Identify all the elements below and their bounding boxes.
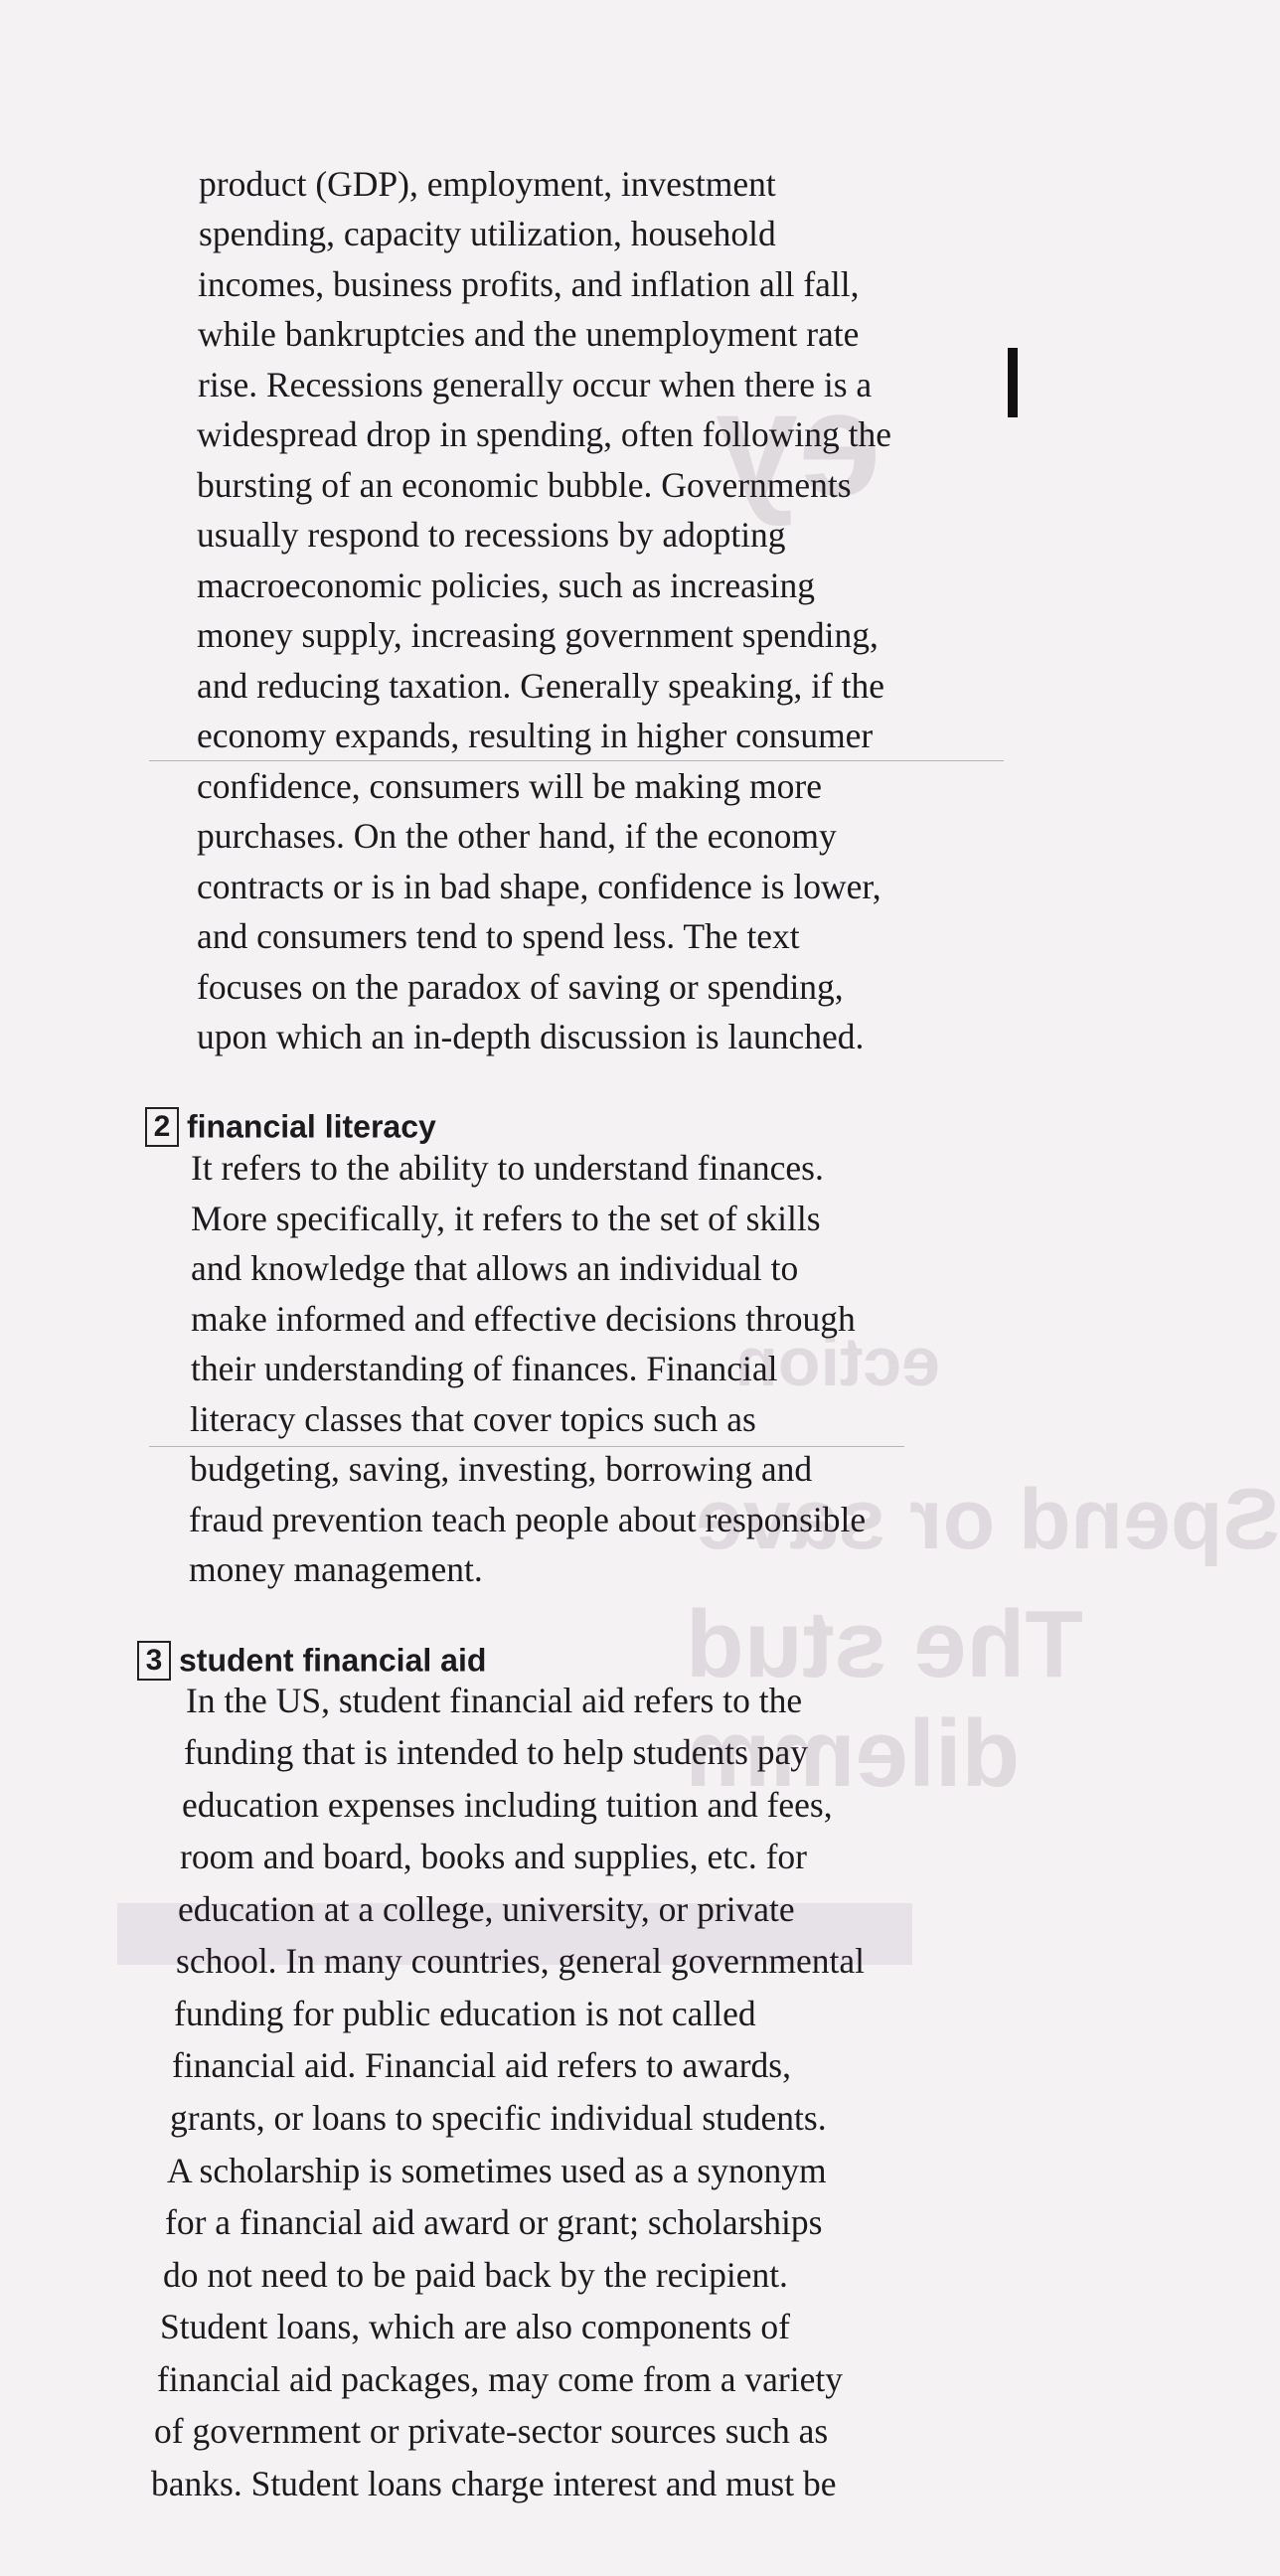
show-through-text: The stud bbox=[686, 1591, 1083, 1697]
entry-term: student financial aid bbox=[179, 1642, 487, 1679]
text-line: rise. Recessions generally occur when there is a bbox=[198, 365, 873, 404]
text-line: do not need to be paid back by the recipient. bbox=[163, 2255, 788, 2295]
text-line: banks. Student loans charge interest and must be bbox=[151, 2464, 837, 2503]
page-edge-mark bbox=[1008, 348, 1018, 417]
text-line: funding that is intended to help students pay bbox=[184, 1732, 809, 1772]
show-through-text: ection bbox=[735, 1323, 941, 1400]
entry-term: financial literacy bbox=[187, 1108, 436, 1145]
text-line: and reducing taxation. Generally speaking, if the bbox=[197, 666, 885, 706]
text-line: budgeting, saving, investing, borrowing and bbox=[190, 1449, 813, 1489]
text-line: product (GDP), employment, investment bbox=[199, 164, 776, 204]
text-line: usually respond to recessions by adopting bbox=[197, 515, 786, 555]
text-line: and consumers tend to spend less. The text bbox=[197, 916, 800, 956]
text-line: It refers to the ability to understand finances. bbox=[191, 1148, 824, 1188]
text-line: their understanding of finances. Financial bbox=[191, 1349, 778, 1388]
text-line: education at a college, university, or private bbox=[178, 1889, 795, 1929]
text-line: widespread drop in spending, often following the bbox=[197, 414, 892, 454]
show-through-text: dilemm bbox=[686, 1700, 1021, 1807]
text-line: incomes, business profits, and inflation all fall, bbox=[198, 264, 860, 304]
text-line: funding for public education is not called bbox=[174, 1994, 756, 2033]
text-line: room and board, books and supplies, etc. for bbox=[180, 1837, 807, 1876]
entry-heading bbox=[137, 1638, 486, 1681]
text-line: money supply, increasing government spending, bbox=[197, 615, 879, 655]
text-line: fraud prevention teach people about responsible bbox=[189, 1500, 867, 1539]
text-line: Student loans, which are also components of bbox=[160, 2307, 790, 2346]
text-line: In the US, student financial aid refers to the bbox=[186, 1681, 803, 1720]
text-line: macroeconomic policies, such as increasing bbox=[197, 565, 816, 605]
text-line: economy expands, resulting in higher consumer bbox=[197, 716, 874, 755]
text-line: for a financial aid award or grant; scholarships bbox=[165, 2202, 823, 2242]
text-line: A scholarship is sometimes used as a synonym bbox=[167, 2151, 827, 2190]
entry-number-box: 2 bbox=[145, 1107, 179, 1147]
entry-heading bbox=[145, 1104, 436, 1147]
show-through-text: ey bbox=[716, 360, 881, 527]
text-line: literacy classes that cover topics such as bbox=[190, 1399, 756, 1439]
text-line: and knowledge that allows an individual to bbox=[191, 1248, 799, 1288]
text-line: grants, or loans to specific individual students. bbox=[170, 2098, 827, 2138]
text-line: financial aid. Financial aid refers to awards, bbox=[172, 2045, 791, 2085]
text-line: contracts or is in bad shape, confidence is lower, bbox=[197, 867, 881, 906]
text-line: spending, capacity utilization, household bbox=[199, 214, 776, 253]
show-through-text: Spend or save bbox=[696, 1472, 1280, 1567]
text-line: purchases. On the other hand, if the economy bbox=[197, 816, 837, 856]
text-line: while bankruptcies and the unemployment rate bbox=[198, 314, 860, 354]
text-line: focuses on the paradox of saving or spending, bbox=[197, 967, 844, 1007]
text-line: More specifically, it refers to the set of skills bbox=[191, 1199, 821, 1238]
entry-number-box: 3 bbox=[137, 1641, 171, 1681]
text-line: school. In many countries, general governmental bbox=[176, 1941, 866, 1981]
text-line: confidence, consumers will be making more bbox=[197, 766, 822, 806]
text-line: money management. bbox=[189, 1549, 483, 1589]
text-line: financial aid packages, may come from a variety bbox=[157, 2359, 843, 2399]
text-line: bursting of an economic bubble. Governments bbox=[197, 465, 852, 505]
text-line: of government or private-sector sources such as bbox=[154, 2411, 829, 2451]
text-line: make informed and effective decisions through bbox=[191, 1299, 856, 1339]
text-line: education expenses including tuition and fees, bbox=[182, 1785, 833, 1825]
text-line: upon which an in-depth discussion is launched. bbox=[197, 1017, 865, 1056]
